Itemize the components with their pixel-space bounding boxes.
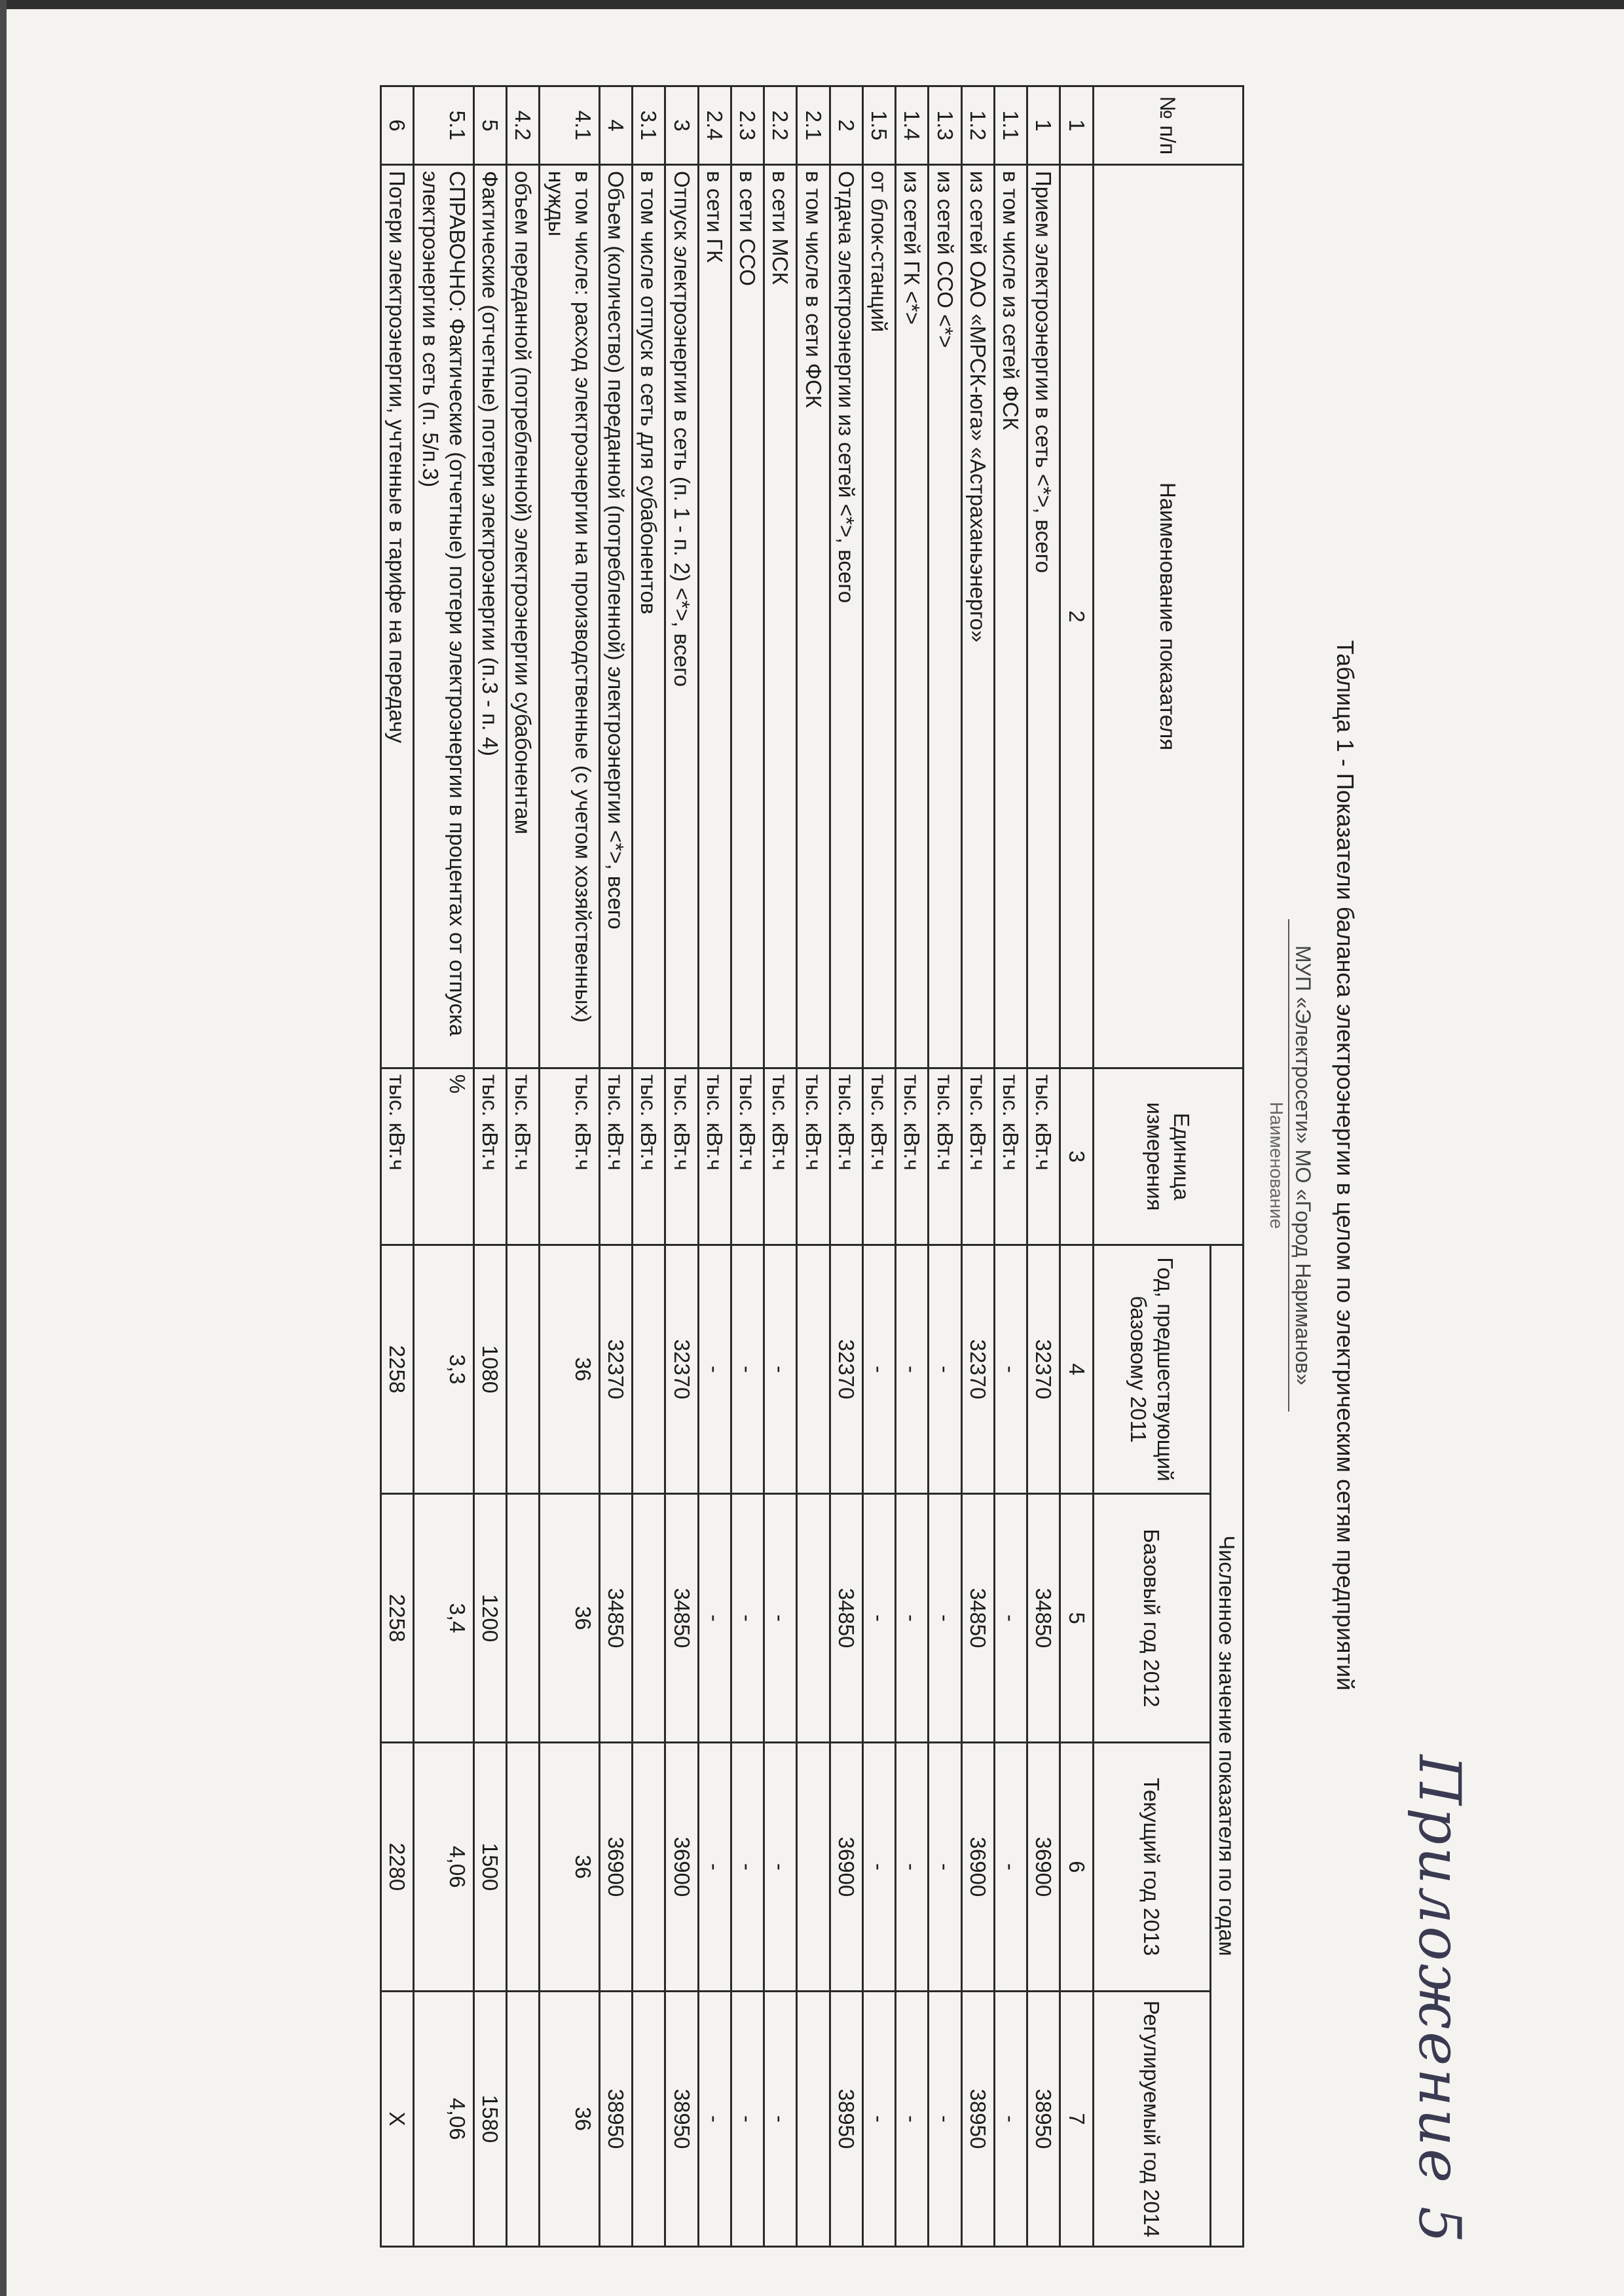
organization-name [1288, 85, 1315, 2246]
table-row [896, 86, 929, 2247]
row-number: 2.3 [731, 86, 764, 165]
value-2012 [633, 1494, 665, 1743]
value-2011 [507, 1245, 540, 1494]
header-year-2013: Текущий год 2013 [1093, 1743, 1210, 1992]
value-2013 [633, 1743, 665, 1992]
table-row [797, 86, 830, 2247]
value-2012: - [929, 1494, 961, 1743]
value-2012: - [764, 1494, 797, 1743]
row-name: в том числе отпуск в сеть для субабонентов [633, 165, 665, 1068]
value-2013: - [698, 1743, 731, 1992]
header-year-2011: Год, предшествующий базовому 2011 [1093, 1245, 1210, 1494]
column-number: 4 [1060, 1245, 1093, 1494]
balance-table [380, 85, 1244, 2248]
row-number: 5.1 [414, 86, 474, 165]
value-2014: 38950 [1027, 1992, 1060, 2247]
value-2012: 36 [540, 1494, 600, 1743]
value-2014: 38950 [961, 1992, 994, 2247]
table-row [764, 86, 797, 2247]
value-2014: - [896, 1992, 929, 2247]
row-unit: тыс. кВт.ч [896, 1068, 929, 1245]
value-2012: 34850 [961, 1494, 994, 1743]
row-number: 2.1 [797, 86, 830, 165]
value-2012: - [731, 1494, 764, 1743]
value-2013: 36900 [1027, 1743, 1060, 1992]
table-title: Таблица 1 - Показатели баланса электроэнергии в целом по электрическим сетям предприятий [1332, 640, 1359, 1691]
row-number: 5 [474, 86, 507, 165]
table-row [665, 86, 698, 2247]
value-2011: - [698, 1245, 731, 1494]
value-2012 [507, 1494, 540, 1743]
value-2013: 36900 [830, 1743, 862, 1992]
row-number: 1.5 [863, 86, 896, 165]
value-2014: Х [381, 1992, 414, 2247]
row-name: Прием электроэнергии в сеть <*>, всего [1027, 165, 1060, 1068]
value-2011: 36 [540, 1245, 600, 1494]
row-number: 4 [600, 86, 633, 165]
row-name: в том числе из сетей ФСК [995, 165, 1027, 1068]
row-name: Отдача электроэнергии из сетей <*>, всего [830, 165, 862, 1068]
value-2014: - [995, 1992, 1027, 2247]
rotated-page [118, 85, 1473, 2246]
table-row [830, 86, 862, 2247]
value-2014: 38950 [600, 1992, 633, 2247]
row-unit: тыс. кВт.ч [731, 1068, 764, 1245]
scan-edge-top [0, 0, 1624, 9]
row-unit: тыс. кВт.ч [797, 1068, 830, 1245]
value-2014: - [698, 1992, 731, 2247]
value-2013: - [896, 1743, 929, 1992]
organization-caption: Наименование [1266, 1101, 1287, 1230]
value-2011: 32370 [830, 1245, 862, 1494]
value-2014 [507, 1992, 540, 2247]
value-2013: 1500 [474, 1743, 507, 1992]
table-row [414, 86, 474, 2247]
row-name: от блок-станций [863, 165, 896, 1068]
row-unit: тыс. кВт.ч [633, 1068, 665, 1245]
header-year-2014: Регулируемый год 2014 [1093, 1992, 1210, 2247]
value-2013: - [995, 1743, 1027, 1992]
row-name: в сети МСК [764, 165, 797, 1068]
table-row [507, 86, 540, 2247]
organization-text: МУП «Электросети» МО «Город Нариманов» [1288, 919, 1315, 1412]
row-name: Потери электроэнергии, учтенные в тарифе на передачу [381, 165, 414, 1068]
row-name: в том числе: расход электроэнергии на производственные (с учетом хозяйственных) нужды [540, 165, 600, 1068]
column-number: 6 [1060, 1743, 1093, 1992]
row-unit: тыс. кВт.ч [764, 1068, 797, 1245]
value-2012: 34850 [1027, 1494, 1060, 1743]
value-2011: 3,3 [414, 1245, 474, 1494]
column-number: 2 [1060, 165, 1093, 1068]
value-2014: 38950 [830, 1992, 862, 2247]
row-name: из сетей ССО <*> [929, 165, 961, 1068]
value-2011: 1080 [474, 1245, 507, 1494]
row-number: 1.4 [896, 86, 929, 165]
row-name: из сетей ОАО «МРСК-юга» «Астраханьэнерго» [961, 165, 994, 1068]
column-number: 1 [1060, 86, 1093, 165]
table-body [381, 86, 1060, 2247]
row-unit: тыс. кВт.ч [863, 1068, 896, 1245]
value-2011: - [731, 1245, 764, 1494]
row-unit: тыс. кВт.ч [381, 1068, 414, 1245]
header-year-2012: Базовый год 2012 [1093, 1494, 1210, 1743]
column-number: 5 [1060, 1494, 1093, 1743]
value-2012: 2258 [381, 1494, 414, 1743]
row-unit: тыс. кВт.ч [474, 1068, 507, 1245]
value-2012: - [863, 1494, 896, 1743]
row-name: СПРАВОЧНО: Фактические (отчетные) потери электроэнергии в процентах от отпуска электроэнергии в сеть (п. 5/п.3) [414, 165, 474, 1068]
table-row [1027, 86, 1060, 2247]
row-number: 1.1 [995, 86, 1027, 165]
value-2013: 36900 [961, 1743, 994, 1992]
value-2013: - [863, 1743, 896, 1992]
value-2011: - [863, 1245, 896, 1494]
column-number: 3 [1060, 1068, 1093, 1245]
row-name: из сетей ГК <*> [896, 165, 929, 1068]
table-row [995, 86, 1027, 2247]
value-2013: - [731, 1743, 764, 1992]
row-unit: тыс. кВт.ч [1027, 1068, 1060, 1245]
row-name: в том числе в сети ФСК [797, 165, 830, 1068]
value-2014: - [863, 1992, 896, 2247]
value-2014 [633, 1992, 665, 2247]
row-unit: тыс. кВт.ч [961, 1068, 994, 1245]
value-2014 [797, 1992, 830, 2247]
table-row [731, 86, 764, 2247]
table-row [540, 86, 600, 2247]
value-2011: - [764, 1245, 797, 1494]
value-2011: 32370 [961, 1245, 994, 1494]
row-unit: тыс. кВт.ч [540, 1068, 600, 1245]
row-number: 3.1 [633, 86, 665, 165]
row-unit: тыс. кВт.ч [507, 1068, 540, 1245]
row-number: 1 [1027, 86, 1060, 165]
value-2013 [797, 1743, 830, 1992]
row-number: 2 [830, 86, 862, 165]
value-2012: 1200 [474, 1494, 507, 1743]
row-number: 1.3 [929, 86, 961, 165]
column-number: 7 [1060, 1992, 1093, 2247]
row-unit: тыс. кВт.ч [929, 1068, 961, 1245]
row-name: Отпуск электроэнергии в сеть (п. 1 - п. 2) <*>, всего [665, 165, 698, 1068]
value-2013: 36900 [665, 1743, 698, 1992]
row-number: 1.2 [961, 86, 994, 165]
value-2013: - [929, 1743, 961, 1992]
row-name: Объем (количество) переданной (потребленной) электроэнергии <*>, всего [600, 165, 633, 1068]
value-2011: 32370 [600, 1245, 633, 1494]
value-2011 [633, 1245, 665, 1494]
row-name: в сети ГК [698, 165, 731, 1068]
table-row [929, 86, 961, 2247]
row-number: 4.2 [507, 86, 540, 165]
row-unit: тыс. кВт.ч [698, 1068, 731, 1245]
value-2014: - [929, 1992, 961, 2247]
value-2013: 4,06 [414, 1743, 474, 1992]
row-unit: тыс. кВт.ч [830, 1068, 862, 1245]
table-row [698, 86, 731, 2247]
value-2013 [507, 1743, 540, 1992]
value-2011: 2258 [381, 1245, 414, 1494]
value-2012: 34850 [665, 1494, 698, 1743]
row-number: 2.4 [698, 86, 731, 165]
row-number: 6 [381, 86, 414, 165]
value-2013: 2280 [381, 1743, 414, 1992]
header-group: Численное значение показателя по годам [1210, 1245, 1243, 2247]
row-unit: тыс. кВт.ч [995, 1068, 1027, 1245]
value-2013: 36900 [600, 1743, 633, 1992]
table-row [863, 86, 896, 2247]
value-2011: 32370 [1027, 1245, 1060, 1494]
table-row [961, 86, 994, 2247]
row-number: 3 [665, 86, 698, 165]
row-name: объем переданной (потребленной) электроэнергии субабонентам [507, 165, 540, 1068]
table-row [381, 86, 414, 2247]
row-name: Фактические (отчетные) потери электроэнергии (п.3 - п. 4) [474, 165, 507, 1068]
value-2013: 36 [540, 1743, 600, 1992]
scan-edge-left [0, 0, 7, 2296]
header-num: № п/п [1093, 86, 1243, 165]
value-2011 [797, 1245, 830, 1494]
value-2014: 36 [540, 1992, 600, 2247]
value-2012: 3,4 [414, 1494, 474, 1743]
value-2013: - [764, 1743, 797, 1992]
row-unit: % [414, 1068, 474, 1245]
value-2014: 1580 [474, 1992, 507, 2247]
value-2012: - [995, 1494, 1027, 1743]
value-2014: 4,06 [414, 1992, 474, 2247]
header-unit: Единица измерения [1093, 1068, 1243, 1245]
value-2014: 38950 [665, 1992, 698, 2247]
row-number: 2.2 [764, 86, 797, 165]
table-row [633, 86, 665, 2247]
row-name: в сети ССО [731, 165, 764, 1068]
value-2014: - [764, 1992, 797, 2247]
header-row-1 [1210, 86, 1243, 2247]
table-row [600, 86, 633, 2247]
value-2011: 32370 [665, 1245, 698, 1494]
column-number-row [1060, 86, 1093, 2247]
value-2012: 34850 [600, 1494, 633, 1743]
value-2011: - [929, 1245, 961, 1494]
value-2012: - [698, 1494, 731, 1743]
annex-handwritten-note: Приложение 5 [1406, 1755, 1473, 2246]
value-2011: - [896, 1245, 929, 1494]
row-unit: тыс. кВт.ч [665, 1068, 698, 1245]
table-row [474, 86, 507, 2247]
value-2012: 34850 [830, 1494, 862, 1743]
header-name: Наименование показателя [1093, 165, 1243, 1068]
value-2012: - [896, 1494, 929, 1743]
row-number: 4.1 [540, 86, 600, 165]
value-2014: - [731, 1992, 764, 2247]
value-2012 [797, 1494, 830, 1743]
value-2011: - [995, 1245, 1027, 1494]
row-unit: тыс. кВт.ч [600, 1068, 633, 1245]
